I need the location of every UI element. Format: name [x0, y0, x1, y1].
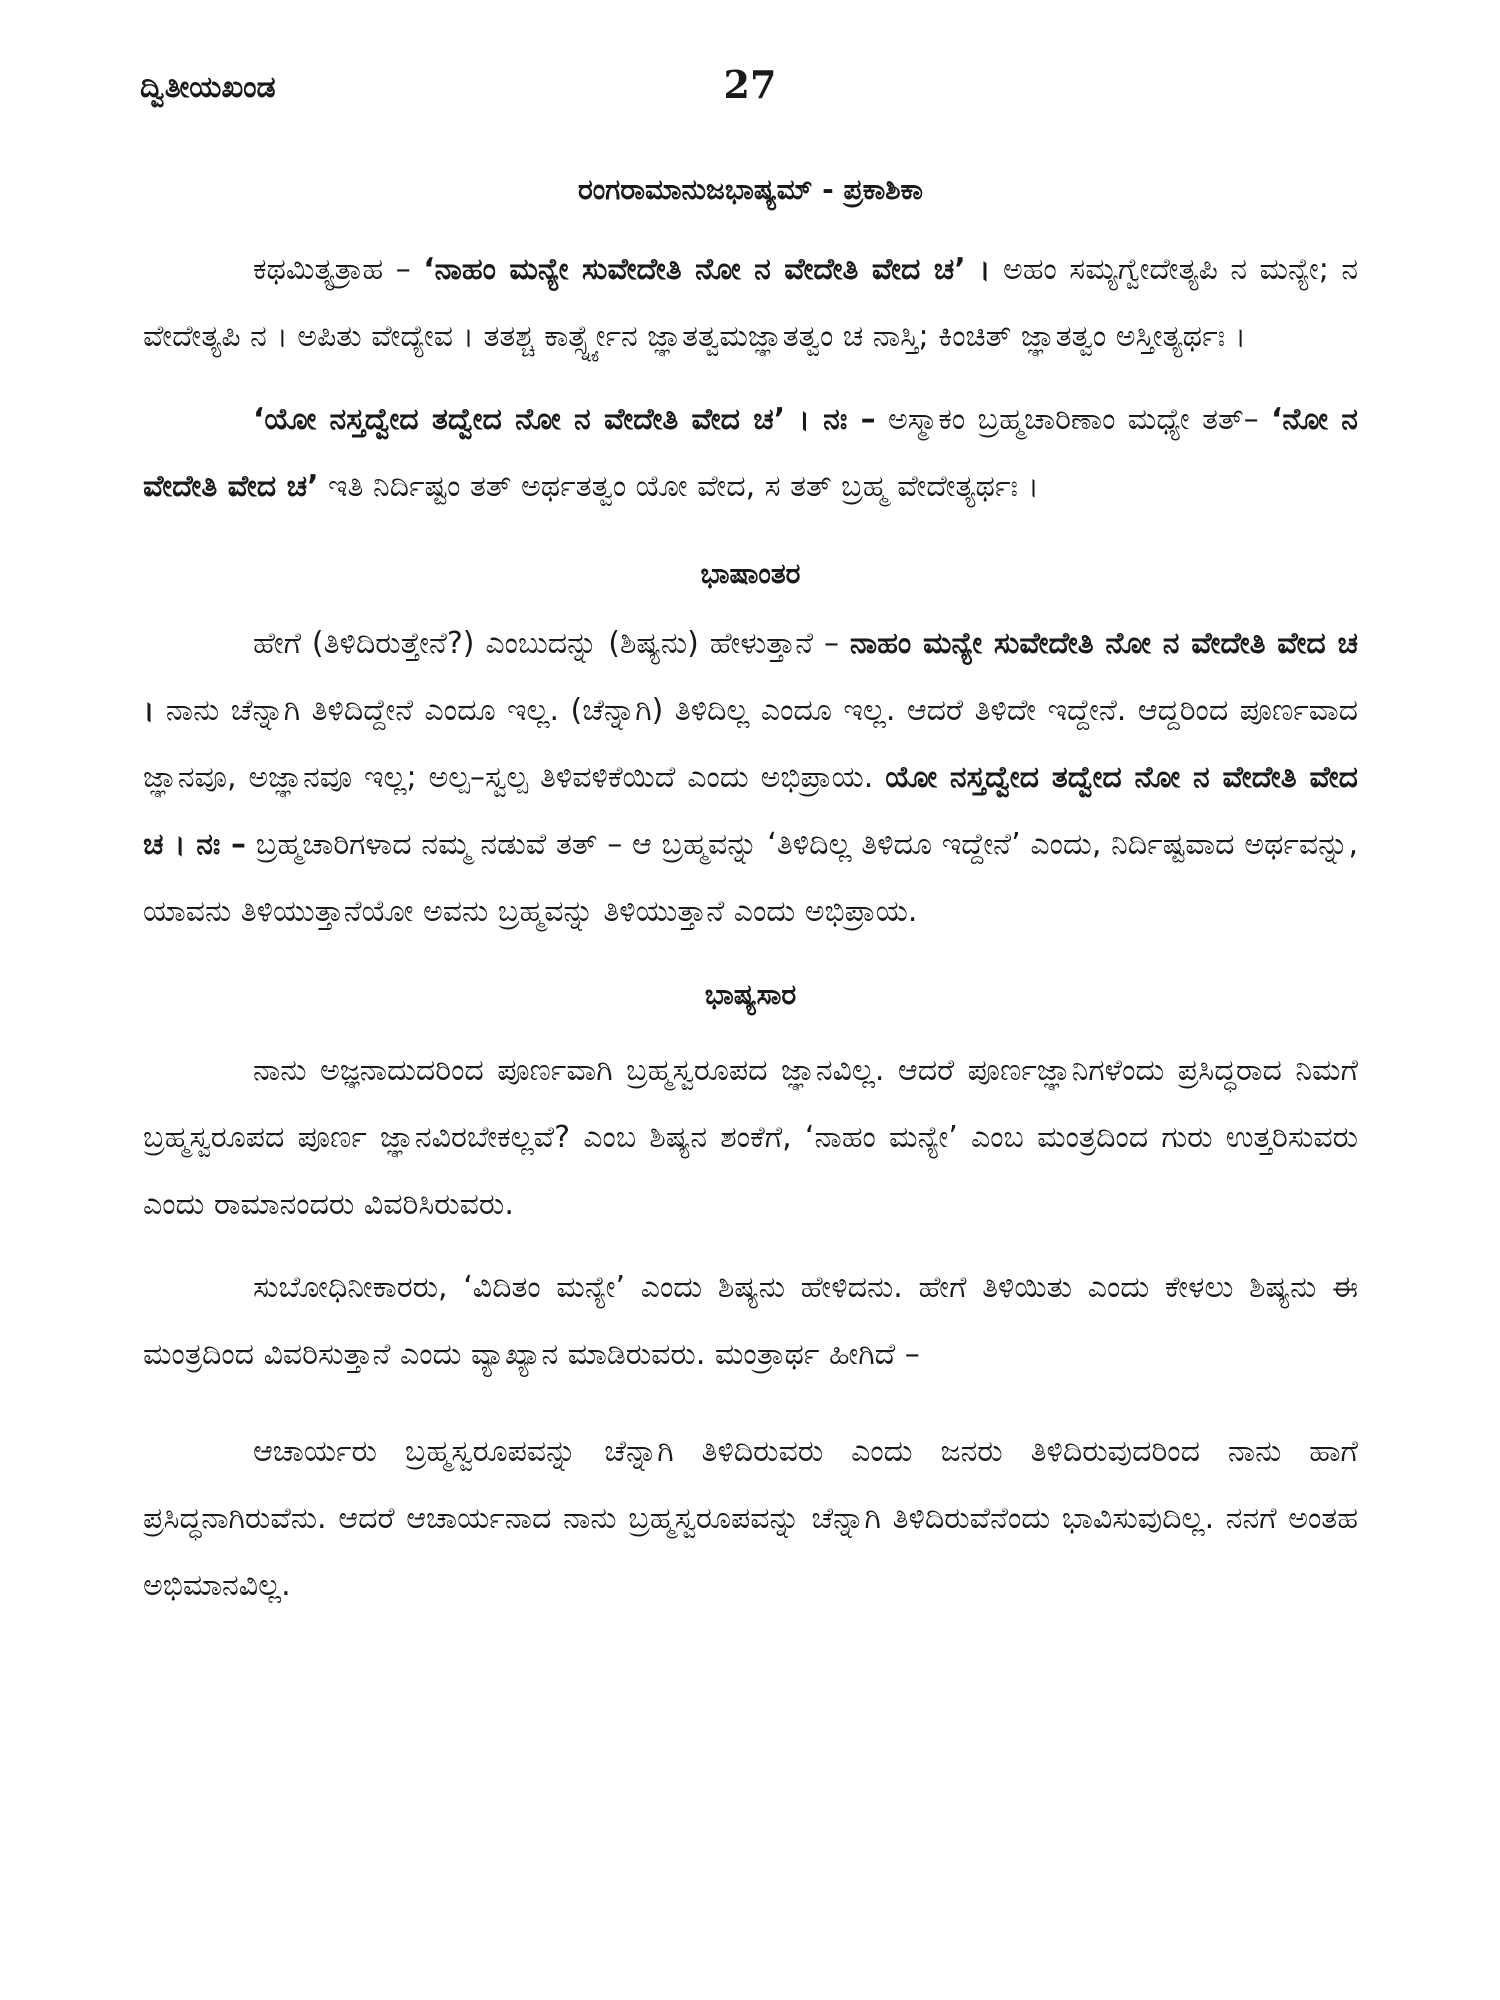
paragraph	[143, 236, 1358, 370]
paragraph	[143, 610, 1358, 945]
mantra-text: ಯೋ ನಸ್ತದ್ವೇದ ತದ್ವೇದ ನೋ ನ ವೇದೇತಿ ವೇದ ಚ । ನಃ –	[143, 760, 1358, 862]
mantra-text: ನಾಹಂ ಮನ್ಯೇ ಸುವೇದೇತಿ ನೋ ನ ವೇದೇತಿ ವೇದ ಚ ।	[143, 626, 1358, 728]
text-run: ನಾನು ಚೆನ್ನಾಗಿ ತಿಳಿದಿದ್ದೇನೆ ಎಂದೂ ಇಲ್ಲ. (ಚೆನ್ನಾಗಿ) ತಿಳಿದಿಲ್ಲ ಎಂದೂ ಇಲ್ಲ. ಆದರೆ ತಿಳಿದೇ ಇದ್ದೇನೆ. ಆದ್ದರಿಂದ ಪೂರ್ಣವಾದ ಜ್ಞಾನವೂ, ಅಜ್ಞಾನವೂ ಇಲ್ಲ; ಅಲ್ಪ–ಸ್ವಲ್ಪ ತಿಳಿವಳಿಕೆಯಿದೆ ಎಂದು ಅಭಿಪ್ರಾಯ.	[143, 693, 1358, 795]
section	[143, 170, 1358, 520]
running-head: ದ್ವಿತೀಯಖಂಡ	[140, 70, 276, 105]
mantra-text: ‘ನಾಹಂ ಮನ್ಯೇ ಸುವೇದೇತಿ ನೋ ನ ವೇದೇತಿ ವೇದ ಚ’ ।	[423, 252, 991, 287]
section	[143, 554, 1358, 945]
text-run: ಅಹಂ ಸಮ್ಯಗ್ವೇದೇತ್ಯಪಿ ನ ಮನ್ಯೇ; ನ ವೇದೇತ್ಯಪಿ ನ । ಅಪಿತು ವೇದ್ಯೇವ । ತತಶ್ಚ ಕಾರ್ತ್ಸ್ನ್ಯೇನ ಜ್ಞಾತತ್ವಮಜ್ಞಾತತ್ವಂ ಚ ನಾಸ್ತಿ; ಕಿಂಚಿತ್ ಜ್ಞಾತತ್ವಂ ಅಸ್ತೀತ್ಯರ್ಥಃ ।	[143, 252, 1358, 354]
text-run: ನಾನು ಅಜ್ಞನಾದುದರಿಂದ ಪೂರ್ಣವಾಗಿ ಬ್ರಹ್ಮಸ್ವರೂಪದ ಜ್ಞಾನವಿಲ್ಲ. ಆದರೆ ಪೂರ್ಣಜ್ಞಾನಿಗಳೆಂದು ಪ್ರಸಿದ್ಧರಾದ ನಿಮಗೆ ಬ್ರಹ್ಮಸ್ವರೂಪದ ಪೂರ್ಣ ಜ್ಞಾನವಿರಬೇಕಲ್ಲವೆ? ಎಂಬ ಶಿಷ್ಯನ ಶಂಕೆಗೆ, ‘ನಾಹಂ ಮನ್ಯೇ’ ಎಂಬ ಮಂತ್ರದಿಂದ ಗುರು ಉತ್ತರಿಸುವರು ಎಂದು ರಾಮಾನಂದರು ವಿವರಿಸಿರುವರು.	[143, 1053, 1358, 1222]
text-run: ಹೇಗೆ (ತಿಳಿದಿರುತ್ತೇನೆ?) ಎಂಬುದನ್ನು (ಶಿಷ್ಯನು) ಹೇಳುತ್ತಾನೆ –	[253, 626, 850, 661]
mantra-text: ‘ನೋ ನ ವೇದೇತಿ ವೇದ ಚ’	[143, 402, 1358, 504]
paragraph	[143, 1037, 1358, 1238]
section-heading: ಭಾಷಾಂತರ	[700, 557, 801, 590]
page-number: 27	[723, 62, 777, 107]
text-run: ಅಸ್ಮಾಕಂ ಬ್ರಹ್ಮಚಾರಿಣಾಂ ಮಧ್ಯೇ ತತ್–	[875, 402, 1271, 437]
paragraph	[143, 386, 1358, 520]
text-run: ಸುಬೋಧಿನೀಕಾರರು, ‘ವಿದಿತಂ ಮನ್ಯೇ’ ಎಂದು ಶಿಷ್ಯನು ಹೇಳಿದನು. ಹೇಗೆ ತಿಳಿಯಿತು ಎಂದು ಕೇಳಲು ಶಿಷ್ಯನು ಈ ಮಂತ್ರದಿಂದ ವಿವರಿಸುತ್ತಾನೆ ಎಂದು ವ್ಯಾಖ್ಯಾನ ಮಾಡಿರುವರು. ಮಂತ್ರಾರ್ಥ ಹೀಗಿದೆ –	[143, 1270, 1358, 1372]
section-heading: ಭಾಷ್ಯಸಾರ	[704, 978, 797, 1011]
text-run: ಕಥಮಿತ್ಯತ್ರಾಹ –	[253, 252, 424, 287]
body-text	[143, 170, 1358, 1619]
text-run: ಇತಿ ನಿರ್ದಿಷ್ಟಂ ತತ್ ಅರ್ಥತತ್ವಂ ಯೋ ವೇದ, ಸ ತತ್ ಬ್ರಹ್ಮ ವೇದೇತ್ಯರ್ಥಃ ।	[318, 469, 1039, 504]
paragraph	[143, 1254, 1358, 1388]
text-run: ಆಚಾರ್ಯರು ಬ್ರಹ್ಮಸ್ವರೂಪವನ್ನು ಚೆನ್ನಾಗಿ ತಿಳಿದಿರುವರು ಎಂದು ಜನರು ತಿಳಿದಿರುವುದರಿಂದ ನಾನು ಹಾಗೆ ಪ್ರಸಿದ್ಧನಾಗಿರುವೆನು. ಆದರೆ ಆಚಾರ್ಯನಾದ ನಾನು ಬ್ರಹ್ಮಸ್ವರೂಪವನ್ನು ಚೆನ್ನಾಗಿ ತಿಳಿದಿರುವೆನೆಂದು ಭಾವಿಸುವುದಿಲ್ಲ. ನನಗೆ ಅಂತಹ ಅಭಿಮಾನವಿಲ್ಲ.	[143, 1434, 1358, 1603]
paragraph	[143, 1418, 1358, 1619]
section-heading: ರಂಗರಾಮಾನುಜಭಾಷ್ಯಮ್ - ಪ್ರಕಾಶಿಕಾ	[577, 173, 924, 206]
section	[143, 975, 1358, 1619]
mantra-text: ‘ಯೋ ನಸ್ತದ್ವೇದ ತದ್ವೇದ ನೋ ನ ವೇದೇತಿ ವೇದ ಚ’ । ನಃ –	[253, 402, 876, 437]
text-run: ಬ್ರಹ್ಮಚಾರಿಗಳಾದ ನಮ್ಮ ನಡುವೆ ತತ್ – ಆ ಬ್ರಹ್ಮವನ್ನು ‘ತಿಳಿದಿಲ್ಲ ತಿಳಿದೂ ಇದ್ದೇನೆ’ ಎಂದು, ನಿರ್ದಿಷ್ಟವಾದ ಅರ್ಥವನ್ನು, ಯಾವನು ತಿಳಿಯುತ್ತಾನೆಯೋ ಅವನು ಬ್ರಹ್ಮವನ್ನು ತಿಳಿಯುತ್ತಾನೆ ಎಂದು ಅಭಿಪ್ರಾಯ.	[143, 827, 1358, 929]
